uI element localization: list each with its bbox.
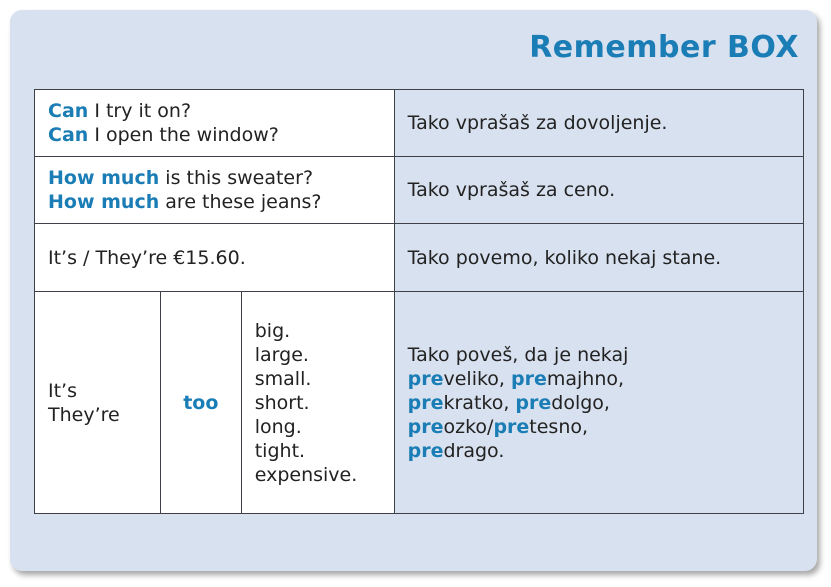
- word-rest: drago.: [443, 439, 505, 462]
- adjective: expensive.: [254, 463, 358, 486]
- adjective: big.: [254, 319, 291, 342]
- explanation-cell: Tako vprašaš za dovoljenje.: [394, 90, 803, 157]
- word-rest: tesno,: [529, 415, 589, 438]
- explanation-cell: [394, 292, 803, 514]
- example-cell: [35, 157, 395, 224]
- adjective: short.: [254, 391, 310, 414]
- example-line: [48, 190, 394, 214]
- example-cell: [35, 90, 395, 157]
- prefix: pre: [511, 367, 547, 390]
- box-title: Remember BOX: [529, 30, 799, 65]
- prefix: pre: [407, 367, 444, 390]
- adjective: large.: [254, 343, 309, 366]
- example-line: [48, 99, 394, 123]
- remember-box: [10, 10, 817, 571]
- table-row: [35, 292, 804, 514]
- explanation-cell: Tako povemo, koliko nekaj stane.: [394, 224, 803, 292]
- explanation-line: [408, 367, 803, 391]
- explanation-line: [408, 415, 803, 439]
- keyword: Can: [48, 124, 89, 146]
- prefix: pre: [493, 415, 530, 438]
- example-text: I open the window?: [88, 124, 279, 146]
- example-line: [48, 123, 394, 147]
- word-rest: ozko/: [443, 415, 494, 438]
- prefix: pre: [407, 391, 444, 414]
- grammar-table: [34, 89, 804, 514]
- table-row: [35, 157, 804, 224]
- subject-text: They’re: [48, 403, 120, 426]
- adjective: long.: [254, 415, 302, 438]
- example-line: [48, 166, 394, 190]
- keyword: How much: [48, 167, 160, 189]
- prefix: pre: [407, 415, 444, 438]
- table-row: [35, 90, 804, 157]
- keyword: too: [183, 391, 219, 414]
- adjective: small.: [254, 367, 312, 390]
- example-text: I try it on?: [88, 100, 192, 122]
- keyword: Can: [48, 100, 89, 122]
- prefix: pre: [407, 439, 444, 462]
- word-rest: kratko,: [443, 391, 516, 414]
- adjectives-cell: [241, 292, 394, 514]
- keyword: How much: [48, 191, 160, 213]
- example-text: is this sweater?: [159, 167, 314, 189]
- example-text: are these jeans?: [159, 191, 322, 213]
- example-cell: It’s / They’re €15.60.: [35, 224, 395, 292]
- word-rest: majhno,: [546, 367, 625, 390]
- adjective: tight.: [254, 439, 306, 462]
- word-rest: dolgo,: [551, 391, 610, 414]
- too-cell: [160, 292, 241, 514]
- subject-cell: [35, 292, 161, 514]
- explanation-line: [408, 439, 803, 463]
- word-rest: veliko,: [443, 367, 512, 390]
- explanation-line: [408, 391, 803, 415]
- table-row: [35, 224, 804, 292]
- explanation-intro: Tako poveš, da je nekaj: [407, 343, 629, 366]
- explanation-cell: Tako vprašaš za ceno.: [394, 157, 803, 224]
- prefix: pre: [515, 391, 552, 414]
- subject-text: It’s: [48, 379, 77, 402]
